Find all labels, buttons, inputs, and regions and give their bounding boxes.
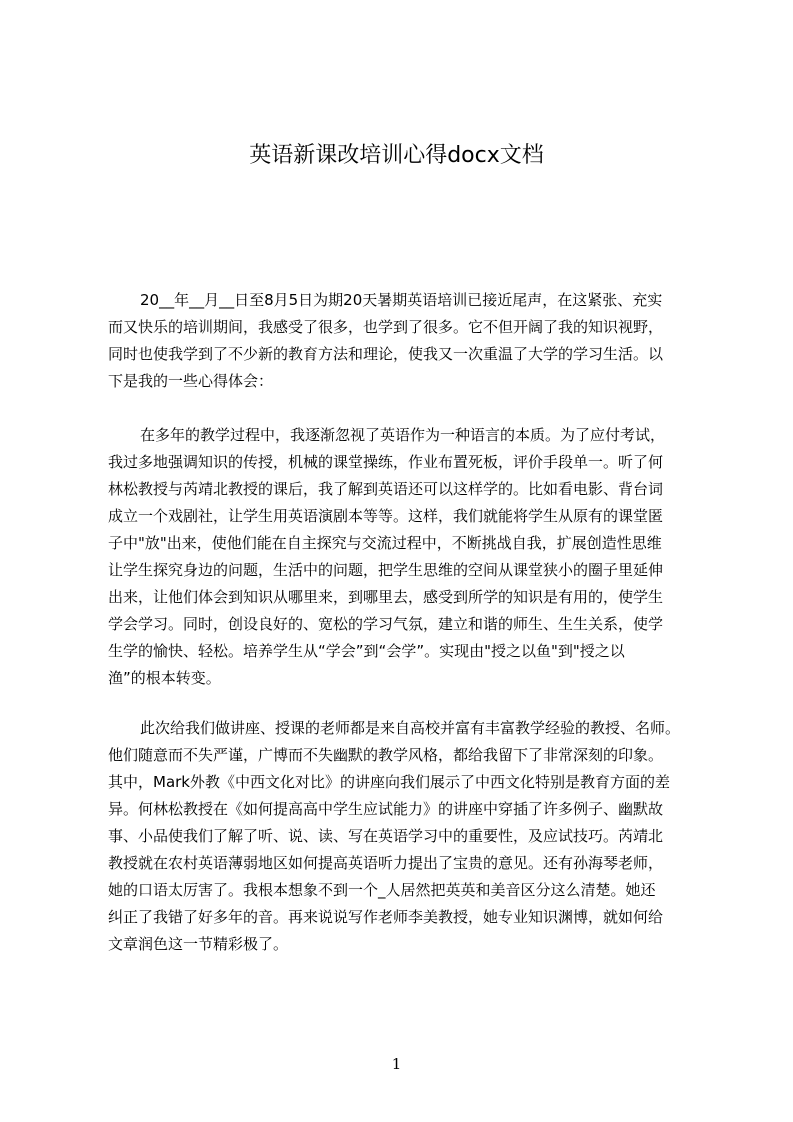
paragraph-2-line-2: 我过多地强调知识的传授，机械的课堂操练，作业布置死板，评价手段单一。听了何 <box>108 453 664 471</box>
paragraph-3-line-2: 他们随意而不失严谨，广博而不失幽默的教学风格，都给我留下了非常深刻的印象。 <box>108 746 664 764</box>
paragraph-1-line-3: 同时也使我学到了不少新的教育方法和理论，使我又一次重温了大学的学习生活。以 <box>108 345 664 363</box>
paragraph-3-line-6: 教授就在农村英语薄弱地区如何提高英语听力提出了宝贵的意见。还有孙海琴老师， <box>108 854 664 872</box>
paragraph-3-line-5: 事、小品使我们了解了听、说、读、写在英语学习中的重要性，及应试技巧。芮靖北 <box>108 827 664 845</box>
paragraph-3-line-7: 她的口语太厉害了。我根本想象不到一个_人居然把英英和美音区分这么清楚。她还 <box>108 881 656 899</box>
paragraph-2-line-6: 让学生探究身边的问题，生活中的问题，把学生思维的空间从课堂狭小的圈子里延伸 <box>108 561 664 579</box>
paragraph-2-line-10: 渔”的根本转变。 <box>108 669 221 687</box>
paragraph-1-line-2: 而又快乐的培训期间，我感受了很多，也学到了很多。它不但开阔了我的知识视野， <box>108 318 664 336</box>
paragraph-1-line-1: 20__年__月__日至8月5日为期20天暑期英语培训已接近尾声，在这紧张、充实 <box>140 291 663 309</box>
paragraph-3-line-9: 文章润色这一节精彩极了。 <box>108 935 289 953</box>
paragraph-2-line-5: 子中"放"出来，使他们能在自主探究与交流过程中，不断挑战自我，扩展创造性思维 <box>108 534 662 552</box>
paragraph-2-line-8: 学会学习。同时，创设良好的、宽松的学习气氛，建立和谐的师生、生生关系，使学 <box>108 615 664 633</box>
paragraph-3-line-1: 此次给我们做讲座、授课的老师都是来自高校并富有丰富教学经验的教授、名师。 <box>140 719 681 737</box>
paragraph-2-line-3: 林松教授与芮靖北教授的课后，我了解到英语还可以这样学的。比如看电影、背台词 <box>108 480 664 498</box>
paragraph-2-line-4: 成立一个戏剧社，让学生用英语演剧本等等。这样，我们就能将学生从原有的课堂匿 <box>108 507 664 525</box>
paragraph-3-line-3: 其中，Mark外教《中西文化对比》的讲座向我们展示了中西文化特别是教育方面的差 <box>108 773 670 791</box>
paragraph-1-line-4: 下是我的一些心得体会： <box>108 372 274 390</box>
document-title: 英语新课改培训心得docx文档 <box>249 143 544 168</box>
paragraph-2-line-7: 出来，让他们体会到知识从哪里来，到哪里去，感受到所学的知识是有用的，使学生 <box>108 588 664 606</box>
paragraph-3-line-4: 异。何林松教授在《如何提高高中学生应试能力》的讲座中穿插了许多例子、幽默故 <box>108 800 664 818</box>
paragraph-2-line-1: 在多年的教学过程中，我逐渐忽视了英语作为一种语言的本质。为了应付考试， <box>140 426 666 444</box>
page-number: 1 <box>391 1055 402 1073</box>
paragraph-2-line-9: 生学的愉快、轻松。培养学生从“学会”到“会学”。实现由"授之以鱼"到"授之以 <box>108 642 625 660</box>
paragraph-3-line-8: 纠正了我错了好多年的音。再来说说写作老师李美教授，她专业知识渊博，就如何给 <box>108 908 664 926</box>
